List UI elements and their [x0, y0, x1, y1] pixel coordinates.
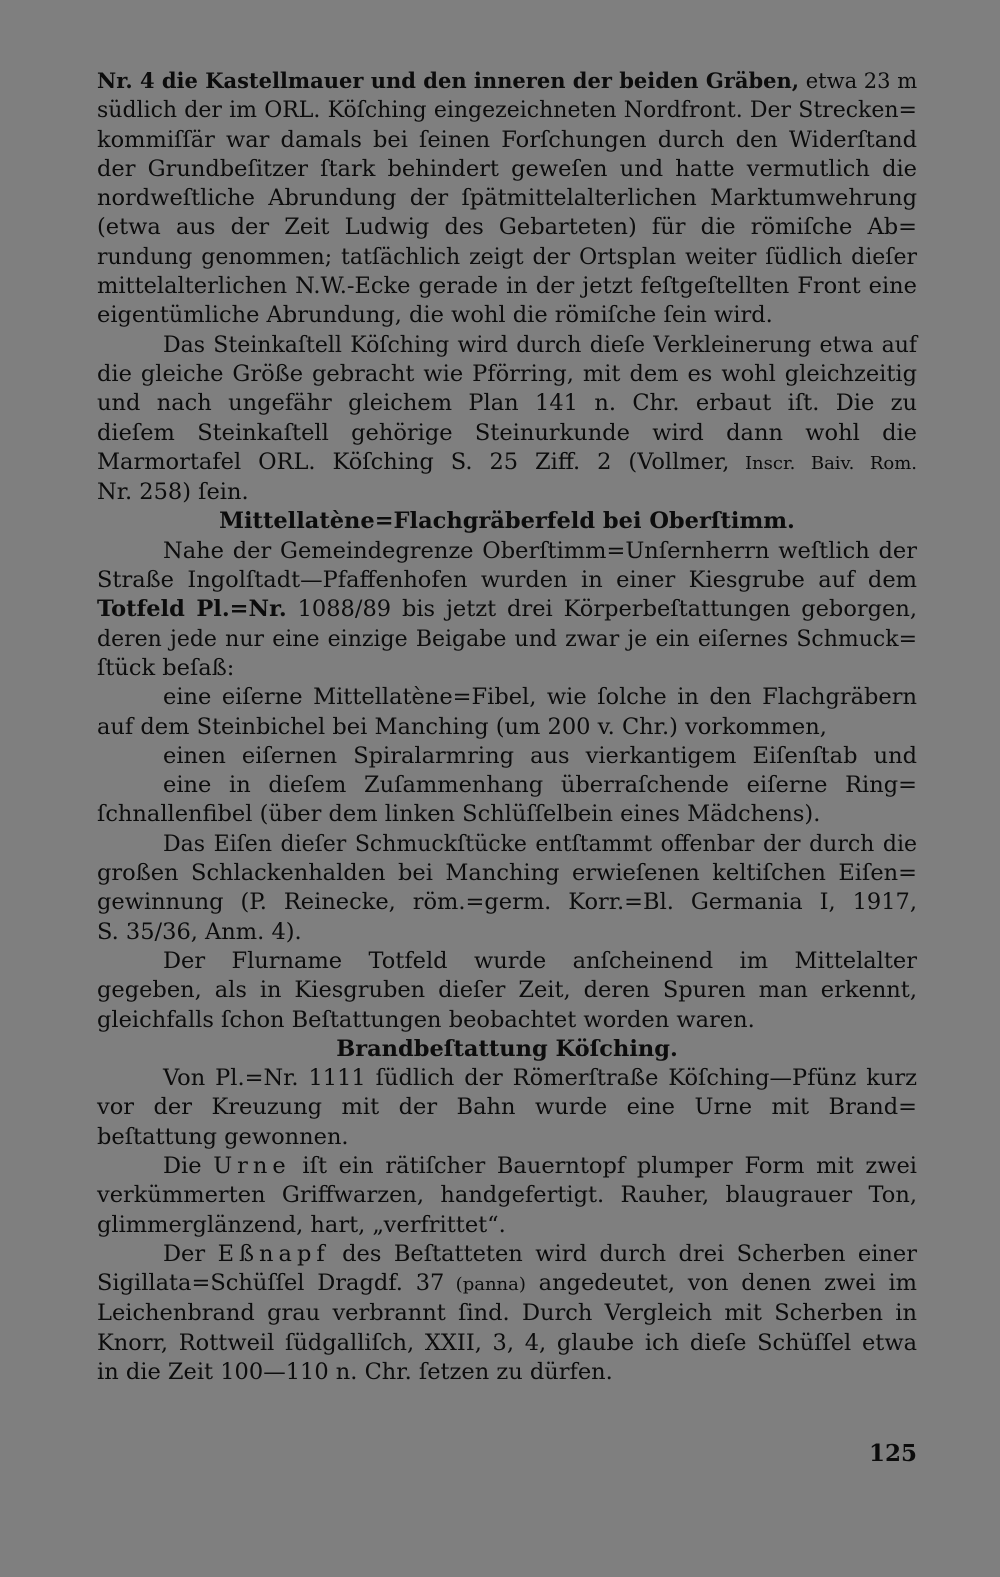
text-run: etwa 23 m: [799, 69, 918, 93]
paragraph-essnapf: [97, 1240, 917, 1387]
text-line: die gleiche Größe gebracht wie Pförring, mit dem es wohl gleichzeitig: [97, 360, 917, 387]
text-line: eine eiſerne Mittellatène=Fibel, wie ſolche in den Flachgräbern: [163, 684, 917, 711]
paragraph-urne: [97, 1152, 917, 1240]
text-line: S. 35/36, Anm. 4).: [97, 918, 302, 945]
text-line: [97, 1269, 917, 1299]
text-line: auf dem Steinbichel bei Manching (um 200 v. Chr.) vorkommen,: [97, 713, 827, 740]
text-line: einen eiſernen Spiralarmring aus vierkantigem Eiſenſtab und: [163, 742, 917, 769]
text-line: ſtück beſaß:: [97, 654, 235, 681]
text-line: (etwa aus der Zeit Ludwig des Gebarteten) für die römiſche Ab=: [97, 214, 917, 241]
text-line: [97, 1152, 917, 1181]
text-run: Marmortafel ORL. Köſching S. 25 Ziff. 2 (Vollmer,: [97, 448, 730, 475]
text-line: glimmerglänzend, hart, „verfrittet“.: [97, 1211, 506, 1238]
text-line: Nahe der Gemeindegrenze Oberſtimm=Unſernherrn weſtlich der: [163, 537, 917, 564]
text-line: dieſem Steinkaſtell gehörige Steinurkunde wird dann wohl die: [97, 419, 917, 446]
text-line: südlich der im ORL. Köſching eingezeichneten Nordfront. Der Strecken=: [97, 98, 917, 124]
paragraph-flurname: [97, 947, 917, 1035]
text-run: Die: [163, 1152, 214, 1179]
text-run: 1088/89 bis jetzt drei Körperbeſtattungen geborgen,: [286, 596, 917, 623]
text-line: in die Zeit 100—110 n. Chr. ſetzen zu dürfen.: [97, 1359, 613, 1386]
paragraph-kastellmauer: [97, 66, 917, 331]
text-line: eigentümliche Abrundung, die wohl die römiſche ſein wird.: [97, 302, 773, 329]
text-line: der Grundbeſitzer ſtark behindert geweſen und hatte vermutlich die: [97, 155, 917, 182]
section-heading-brandbestattung: Brandbeſtattung Köſching.: [336, 1035, 678, 1062]
text-line: Von Pl.=Nr. 1111 ſüdlich der Römerſtraße Köſching—Pfünz kurz: [163, 1065, 917, 1092]
text-line: [97, 448, 917, 478]
text-line: gegeben, als in Kiesgruben dieſer Zeit, deren Spuren man erkennt,: [97, 977, 917, 1004]
bold-run: Nr. 4 die Kastellmauer und den inneren der beiden Gräben,: [97, 68, 800, 93]
text-line: Straße Ingolſtadt—Pfaffenhofen wurden in einer Kiesgrube auf dem: [97, 567, 917, 594]
paragraph-totfeld: [97, 537, 917, 683]
spaced-run: Eßnapf: [217, 1240, 330, 1267]
paragraph-eisen: [97, 830, 917, 947]
text-run: des Beſtatteten wird durch drei Scherben einer: [329, 1240, 917, 1267]
text-run: Der: [163, 1240, 218, 1267]
text-run: iſt ein rätiſcher Bauerntopf plumper Form mit zwei: [290, 1152, 917, 1179]
paragraph-steinkastell: [97, 331, 917, 508]
text-line: mittelalterlichen N.W.-Ecke gerade in der jetzt feſtgeſtellten Front eine: [97, 273, 917, 300]
text-line: verkümmerten Griffwarzen, handgefertigt. Rauher, blaugrauer Ton,: [97, 1182, 917, 1209]
section-heading-oberstimm: Mittellatène=Flachgräberfeld bei Oberſtimm.: [219, 508, 795, 535]
text-line: eine in dieſem Zuſammenhang überraſchende eiſerne Ring=: [163, 772, 917, 799]
page-number: 125: [868, 1440, 917, 1467]
spaced-run: Urne: [213, 1152, 291, 1179]
list-item-armring: [97, 742, 917, 771]
text-line: und nach ungefähr gleichem Plan 141 n. Chr. erbaut iſt. Die zu: [97, 390, 917, 417]
list-item-ringschnallenfibel: [97, 771, 917, 830]
text-line: nordweſtliche Abrundung der ſpätmittelalterlichen Marktumwehrung: [97, 185, 917, 212]
text-line: [97, 595, 917, 624]
text-line: [97, 66, 917, 96]
bold-run: Totfeld Pl.=Nr.: [97, 596, 287, 623]
text-line: vor der Kreuzung mit der Bahn wurde eine Urne mit Brand=: [97, 1094, 917, 1121]
text-line: rundung genommen; tatſächlich zeigt der Ortsplan weiter ſüdlich dieſer: [97, 244, 917, 270]
text-line: Leichenbrand grau verbrannt ſind. Durch Vergleich mit Scherben in: [97, 1300, 917, 1327]
text-line: Nr. 258) ſein.: [97, 479, 249, 506]
paragraph-fundort: [97, 1064, 917, 1152]
text-line: Das Steinkaſtell Köſching wird durch dieſe Verkleinerung etwa auf: [163, 332, 917, 358]
small-run: Inscr. Baiv. Rom.: [729, 452, 918, 474]
text-line: ſchnallenfibel (über dem linken Schlüſſelbein eines Mädchens).: [97, 801, 821, 828]
text-line: beſtattung gewonnen.: [97, 1123, 349, 1150]
text-line: kommiſſär war damals bei ſeinen Forſchungen durch den Widerſtand: [97, 126, 917, 153]
text-line: [97, 1240, 917, 1269]
text-line: Der Flurname Totfeld wurde anſcheinend im Mittelalter: [163, 947, 917, 974]
small-run: (panna): [444, 1274, 526, 1296]
text-line: großen Schlackenhalden bei Manching erwieſenen keltiſchen Eiſen=: [97, 860, 917, 887]
text-run: Sigillata=Schüſſel Dragdf. 37: [97, 1270, 445, 1297]
text-line: deren jede nur eine einzige Beigabe und zwar je ein eiſernes Schmuck=: [97, 626, 917, 652]
list-item-fibel: [97, 683, 917, 742]
text-run: angedeutet, von denen zwei im: [525, 1270, 917, 1297]
text-line: gewinnung (P. Reinecke, röm.=germ. Korr.=Bl. Germania I, 1917,: [97, 889, 917, 916]
document-page: [97, 66, 917, 1387]
text-line: Knorr, Rottweil ſüdgalliſch, XXII, 3, 4, glaube ich dieſe Schüſſel etwa: [97, 1329, 917, 1356]
text-line: gleichfalls ſchon Beſtattungen beobachtet worden waren.: [97, 1006, 755, 1033]
text-line: Das Eiſen dieſer Schmuckſtücke entſtammt offenbar der durch die: [163, 831, 917, 857]
